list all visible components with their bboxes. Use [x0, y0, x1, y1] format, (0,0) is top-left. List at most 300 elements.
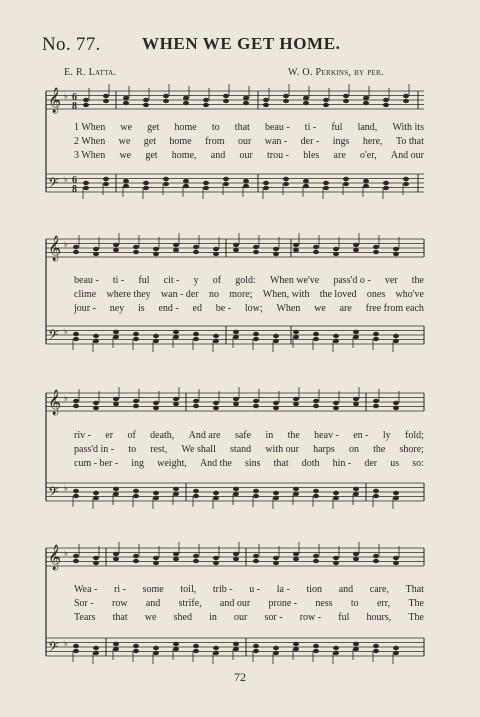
- lyric-line: [74, 274, 424, 288]
- note-head: [393, 406, 399, 410]
- time-sig-bottom: 8: [72, 184, 77, 195]
- note-head: [373, 554, 379, 558]
- note-head: [333, 252, 339, 256]
- note-head: [393, 334, 399, 338]
- lyric-syllable: on: [348, 444, 359, 455]
- lyric-syllable: sins: [244, 458, 261, 469]
- note-head: [133, 494, 139, 498]
- note-head: [313, 494, 319, 498]
- lyric-syllable: toil,: [180, 584, 197, 595]
- note-head: [403, 94, 409, 98]
- lyric-syllable: safe: [234, 430, 252, 441]
- note-head: [233, 647, 239, 651]
- note-head: [373, 404, 379, 408]
- note-head: [103, 94, 109, 98]
- note-head: [393, 556, 399, 560]
- lyric-line: [74, 302, 424, 316]
- lyric-syllable: prone -: [268, 598, 298, 609]
- note-head: [393, 496, 399, 500]
- lyric-syllable: And are: [188, 430, 221, 441]
- note-head: [313, 245, 319, 249]
- note-head: [223, 94, 229, 98]
- lyric-syllable: wan -: [264, 136, 288, 147]
- lyric-syllable: beau -: [264, 122, 290, 133]
- note-head: [113, 492, 119, 496]
- note-head: [193, 399, 199, 403]
- hymn-number: No. 77.: [42, 34, 101, 55]
- note-head: [263, 186, 269, 190]
- note-head: [133, 644, 139, 648]
- lyric-syllable: ly: [382, 430, 391, 441]
- note-head: [213, 247, 219, 251]
- lyric-syllable: trib -: [212, 584, 233, 595]
- note-head: [283, 94, 289, 98]
- music-system-3: [46, 390, 424, 515]
- treble-clef-icon: 𝄞: [48, 88, 62, 113]
- note-head: [333, 646, 339, 650]
- composer-credit: W. O. Perkins, by per.: [288, 67, 384, 78]
- note-head: [113, 243, 119, 247]
- note-head: [293, 647, 299, 651]
- lyric-syllable: home,: [171, 150, 197, 161]
- lyric-syllable: Wea -: [74, 584, 98, 595]
- note-head: [153, 252, 159, 256]
- note-head: [333, 334, 339, 338]
- flat-icon: ♭: [64, 484, 68, 493]
- note-head: [103, 182, 109, 186]
- note-head: [373, 245, 379, 249]
- lyric-syllable: When, with: [262, 289, 310, 300]
- note-head: [373, 332, 379, 336]
- lyric-syllable: ed: [192, 303, 202, 314]
- lyric-syllable: some: [142, 584, 164, 595]
- note-head: [153, 556, 159, 560]
- lyric-syllable: shed: [173, 612, 192, 623]
- note-head: [123, 96, 129, 100]
- note-head: [173, 330, 179, 334]
- note-head: [113, 397, 119, 401]
- lyric-syllable: to: [211, 122, 220, 133]
- note-head: [253, 332, 259, 336]
- lyric-syllable: err,: [376, 598, 391, 609]
- lyric-syllable: so:: [412, 458, 424, 469]
- hymn-title: WHEN WE GET HOME.: [142, 34, 341, 53]
- lyric-syllable: home: [174, 122, 197, 133]
- note-head: [243, 101, 249, 105]
- lyric-syllable: That: [405, 584, 424, 595]
- bass-clef-icon: 𝄢: [48, 484, 59, 503]
- note-head: [73, 494, 79, 498]
- lyric-syllable: our: [239, 150, 253, 161]
- flat-icon: ♭: [64, 394, 68, 403]
- lyric-line: [74, 135, 424, 149]
- lyric-syllable: our: [237, 136, 252, 147]
- note-head: [93, 496, 99, 500]
- lyric-syllable: free from each: [365, 303, 424, 314]
- note-head: [153, 406, 159, 410]
- note-head: [83, 103, 89, 107]
- note-head: [133, 489, 139, 493]
- lyric-syllable: trou -: [267, 150, 289, 161]
- lyricist-credit: E. R. Latta.: [64, 67, 117, 78]
- note-head: [253, 644, 259, 648]
- note-head: [353, 397, 359, 401]
- note-head: [123, 184, 129, 188]
- note-head: [353, 402, 359, 406]
- note-head: [183, 101, 189, 105]
- treble-clef-icon: 𝄞: [48, 390, 62, 415]
- lyric-syllable: we: [119, 150, 132, 161]
- note-head: [163, 182, 169, 186]
- flat-icon: ♭: [64, 639, 68, 648]
- note-head: [113, 647, 119, 651]
- note-head: [273, 339, 279, 343]
- note-head: [213, 646, 219, 650]
- note-head: [313, 337, 319, 341]
- note-head: [283, 99, 289, 103]
- lyric-syllable: the: [411, 275, 424, 286]
- note-head: [253, 399, 259, 403]
- note-head: [73, 644, 79, 648]
- note-head: [303, 179, 309, 183]
- note-head: [93, 556, 99, 560]
- lyric-syllable: the: [373, 444, 386, 455]
- note-head: [133, 554, 139, 558]
- lyric-syllable: get: [147, 122, 160, 133]
- note-head: [173, 335, 179, 339]
- note-head: [273, 651, 279, 655]
- note-head: [363, 96, 369, 100]
- note-head: [313, 559, 319, 563]
- lyric-syllable: 2 When: [74, 136, 106, 147]
- note-head: [293, 487, 299, 491]
- note-head: [213, 556, 219, 560]
- note-head: [293, 397, 299, 401]
- note-head: [263, 98, 269, 102]
- note-head: [293, 402, 299, 406]
- note-head: [243, 179, 249, 183]
- note-head: [383, 103, 389, 107]
- lyric-syllable: no: [208, 289, 219, 300]
- note-head: [333, 651, 339, 655]
- lyric-syllable: of: [212, 275, 222, 286]
- lyric-syllable: tion: [306, 584, 323, 595]
- note-head: [393, 339, 399, 343]
- lyric-syllable: hours,: [366, 612, 392, 623]
- lyric-syllable: sor -: [264, 612, 283, 623]
- note-head: [143, 186, 149, 190]
- note-head: [73, 250, 79, 254]
- flat-icon: ♭: [64, 327, 68, 336]
- lyric-syllable: clime: [74, 289, 97, 300]
- lyric-syllable: ful: [138, 275, 150, 286]
- treble-clef-icon: 𝄞: [48, 545, 62, 570]
- lyric-syllable: land,: [357, 122, 378, 133]
- note-head: [313, 404, 319, 408]
- lyric-syllable: in: [209, 612, 217, 623]
- note-head: [73, 554, 79, 558]
- note-head: [293, 557, 299, 561]
- note-head: [173, 397, 179, 401]
- note-head: [303, 96, 309, 100]
- lyric-line: [74, 121, 424, 135]
- lyric-line: [74, 597, 424, 611]
- flat-icon: ♭: [64, 175, 68, 184]
- note-head: [253, 649, 259, 653]
- lyric-syllable: The: [408, 612, 424, 623]
- note-head: [173, 248, 179, 252]
- note-head: [113, 557, 119, 561]
- note-head: [233, 642, 239, 646]
- note-head: [143, 103, 149, 107]
- lyric-line: [74, 149, 424, 163]
- note-head: [293, 335, 299, 339]
- lyric-syllable: weight,: [157, 458, 187, 469]
- note-head: [193, 250, 199, 254]
- note-head: [183, 179, 189, 183]
- note-head: [73, 245, 79, 249]
- time-sig-top: 6: [72, 175, 77, 186]
- lyric-syllable: wan - der: [160, 289, 199, 300]
- note-head: [283, 182, 289, 186]
- lyric-line: [74, 288, 424, 302]
- lyric-syllable: The: [408, 598, 424, 609]
- note-head: [253, 404, 259, 408]
- note-head: [353, 335, 359, 339]
- note-head: [213, 496, 219, 500]
- lyric-syllable: is: [138, 303, 145, 314]
- bass-clef-icon: 𝄢: [48, 639, 59, 658]
- note-head: [293, 248, 299, 252]
- note-head: [353, 492, 359, 496]
- note-head: [313, 644, 319, 648]
- note-head: [113, 552, 119, 556]
- lyric-syllable: er: [105, 430, 114, 441]
- lyric-syllable: and: [145, 598, 161, 609]
- note-head: [393, 252, 399, 256]
- lyric-syllable: more;: [229, 289, 253, 300]
- lyric-syllable: fold;: [405, 430, 424, 441]
- note-head: [203, 181, 209, 185]
- lyric-syllable: are: [333, 150, 346, 161]
- lyric-syllable: row: [112, 598, 128, 609]
- note-head: [293, 552, 299, 556]
- note-head: [223, 99, 229, 103]
- lyric-syllable: doth: [301, 458, 320, 469]
- note-head: [333, 406, 339, 410]
- lyric-syllable: And our: [390, 150, 424, 161]
- note-head: [273, 646, 279, 650]
- note-head: [403, 99, 409, 103]
- note-head: [333, 247, 339, 251]
- lyric-syllable: get: [143, 136, 156, 147]
- lyric-syllable: harps: [313, 444, 335, 455]
- lyric-syllable: der: [364, 458, 378, 469]
- lyric-syllable: stand: [230, 444, 252, 455]
- note-head: [173, 642, 179, 646]
- note-head: [173, 487, 179, 491]
- note-head: [133, 559, 139, 563]
- note-head: [73, 332, 79, 336]
- note-head: [293, 243, 299, 247]
- note-head: [343, 94, 349, 98]
- note-head: [83, 186, 89, 190]
- note-head: [133, 250, 139, 254]
- lyric-syllable: pass'd in -: [74, 444, 115, 455]
- note-head: [93, 561, 99, 565]
- note-head: [343, 99, 349, 103]
- lyric-syllable: y: [193, 275, 199, 286]
- lyric-syllable: our: [234, 612, 248, 623]
- lyric-syllable: ney: [109, 303, 125, 314]
- lyric-syllable: that: [112, 612, 128, 623]
- note-head: [243, 96, 249, 100]
- lyric-syllable: in: [265, 430, 274, 441]
- note-head: [133, 337, 139, 341]
- lyric-syllable: that: [273, 458, 289, 469]
- lyric-syllable: hin -: [332, 458, 352, 469]
- note-head: [113, 642, 119, 646]
- note-head: [373, 559, 379, 563]
- note-head: [373, 649, 379, 653]
- lyric-syllable: pass'd o -: [333, 275, 371, 286]
- note-head: [273, 406, 279, 410]
- note-head: [263, 103, 269, 107]
- flat-icon: ♭: [64, 92, 68, 101]
- note-head: [133, 404, 139, 408]
- note-head: [313, 489, 319, 493]
- lyric-syllable: cit -: [163, 275, 180, 286]
- note-head: [223, 182, 229, 186]
- note-head: [93, 646, 99, 650]
- lyric-line: [74, 429, 424, 443]
- note-head: [253, 245, 259, 249]
- note-head: [393, 646, 399, 650]
- note-head: [193, 332, 199, 336]
- lyric-line: [74, 443, 424, 457]
- lyric-syllable: gold:: [235, 275, 256, 286]
- lyric-syllable: with our: [265, 444, 299, 455]
- note-head: [403, 182, 409, 186]
- note-head: [273, 401, 279, 405]
- note-head: [273, 334, 279, 338]
- lyric-syllable: ver: [384, 275, 398, 286]
- note-head: [343, 182, 349, 186]
- note-head: [343, 177, 349, 181]
- note-head: [353, 642, 359, 646]
- lyric-line: [74, 457, 424, 471]
- note-head: [193, 554, 199, 558]
- note-head: [173, 647, 179, 651]
- lyric-syllable: 3 When: [74, 150, 106, 161]
- note-head: [333, 556, 339, 560]
- note-head: [113, 248, 119, 252]
- note-head: [323, 103, 329, 107]
- note-head: [273, 496, 279, 500]
- lyric-syllable: where they: [106, 289, 151, 300]
- note-head: [353, 557, 359, 561]
- note-head: [123, 179, 129, 183]
- lyric-syllable: ti -: [112, 275, 125, 286]
- lyric-syllable: Tears: [74, 612, 96, 623]
- note-head: [93, 252, 99, 256]
- note-head: [153, 496, 159, 500]
- note-head: [353, 248, 359, 252]
- lyric-syllable: and: [210, 150, 226, 161]
- note-head: [83, 181, 89, 185]
- lyric-syllable: to: [128, 444, 137, 455]
- note-head: [273, 252, 279, 256]
- note-head: [273, 556, 279, 560]
- lyric-syllable: heav -: [314, 430, 339, 441]
- note-head: [193, 245, 199, 249]
- note-head: [73, 337, 79, 341]
- note-head: [173, 557, 179, 561]
- music-system-1: [46, 88, 424, 208]
- lyric-syllable: and our: [219, 598, 251, 609]
- note-head: [83, 98, 89, 102]
- lyric-syllable: ful: [338, 612, 350, 623]
- note-head: [233, 397, 239, 401]
- lyric-syllable: we: [144, 612, 157, 623]
- lyric-syllable: we: [118, 136, 131, 147]
- lyric-line: [74, 583, 424, 597]
- note-head: [193, 337, 199, 341]
- note-head: [73, 559, 79, 563]
- note-head: [353, 243, 359, 247]
- note-head: [133, 649, 139, 653]
- lyric-syllable: rest,: [150, 444, 168, 455]
- lyric-syllable: the loved: [319, 289, 357, 300]
- lyric-syllable: get: [145, 150, 158, 161]
- bass-clef-icon: 𝄢: [48, 327, 59, 346]
- note-head: [173, 402, 179, 406]
- note-head: [133, 332, 139, 336]
- page-number: 72: [234, 670, 246, 684]
- lyric-syllable: When we've: [269, 275, 320, 286]
- lyric-syllable: ings: [332, 136, 350, 147]
- note-head: [143, 98, 149, 102]
- note-head: [173, 243, 179, 247]
- note-head: [113, 487, 119, 491]
- note-head: [373, 494, 379, 498]
- note-head: [153, 646, 159, 650]
- lyric-syllable: When: [276, 303, 301, 314]
- note-head: [113, 402, 119, 406]
- note-head: [233, 243, 239, 247]
- lyric-syllable: we: [314, 303, 326, 314]
- note-head: [353, 330, 359, 334]
- note-head: [133, 399, 139, 403]
- lyric-syllable: from: [205, 136, 225, 147]
- lyric-syllable: With its: [392, 122, 424, 133]
- note-head: [153, 339, 159, 343]
- note-head: [103, 177, 109, 181]
- note-head: [213, 334, 219, 338]
- note-head: [313, 250, 319, 254]
- note-head: [213, 491, 219, 495]
- note-head: [373, 644, 379, 648]
- note-head: [373, 250, 379, 254]
- note-head: [353, 552, 359, 556]
- note-head: [93, 401, 99, 405]
- lyric-syllable: ones: [366, 289, 386, 300]
- note-head: [203, 98, 209, 102]
- lyric-syllable: To that: [395, 136, 424, 147]
- treble-clef-icon: 𝄞: [48, 236, 62, 261]
- note-head: [363, 184, 369, 188]
- note-head: [293, 330, 299, 334]
